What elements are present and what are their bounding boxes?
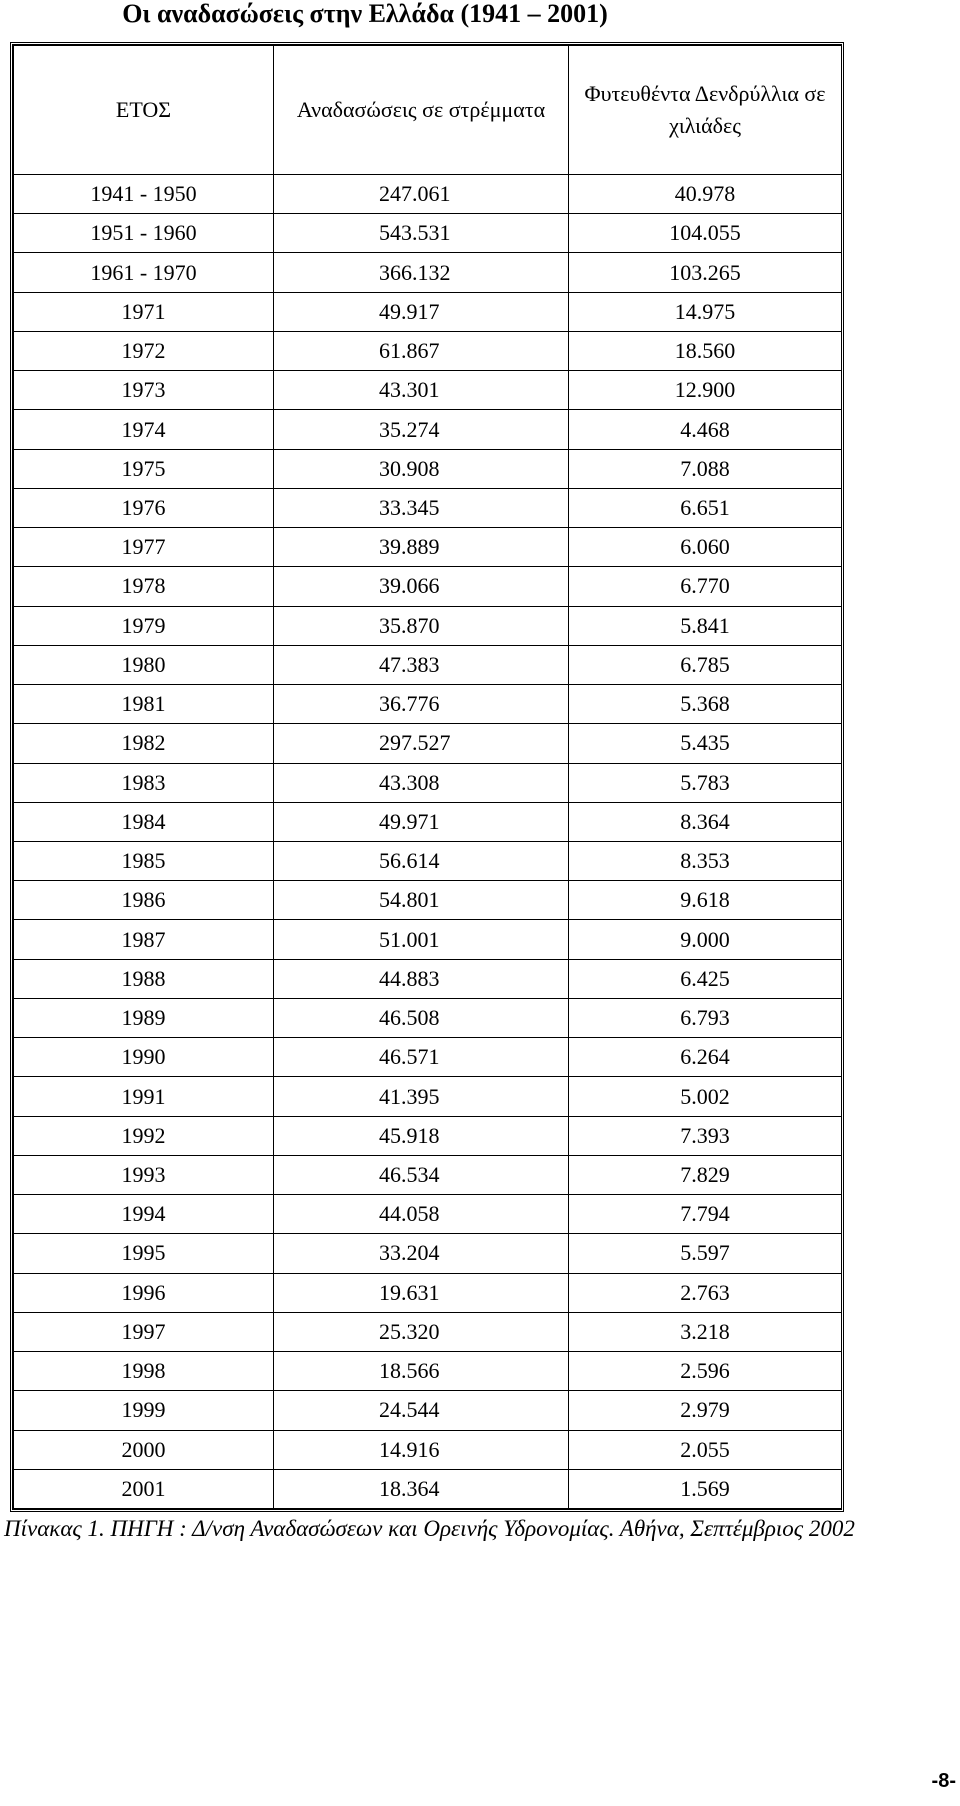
table-row: [14, 802, 842, 841]
cell-reforestation: 25.320: [274, 1312, 569, 1351]
cell-seedlings: 5.435: [569, 724, 842, 763]
cell-reforestation: 51.001: [274, 920, 569, 959]
cell-seedlings: 9.618: [569, 881, 842, 920]
cell-seedlings: 9.000: [569, 920, 842, 959]
reforestation-table: [13, 45, 842, 1509]
cell-reforestation: 36.776: [274, 685, 569, 724]
table-row: [14, 881, 842, 920]
cell-seedlings: 2.979: [569, 1391, 842, 1430]
table-row: [14, 606, 842, 645]
page-title: Οι αναδασώσεις στην Ελλάδα (1941 – 2001): [122, 0, 608, 28]
cell-year: 1995: [14, 1234, 274, 1273]
table-row: [14, 920, 842, 959]
cell-year: 1992: [14, 1116, 274, 1155]
cell-seedlings: 6.785: [569, 645, 842, 684]
cell-seedlings: 6.264: [569, 1038, 842, 1077]
cell-seedlings: 5.597: [569, 1234, 842, 1273]
table-row: [14, 1038, 842, 1077]
cell-reforestation: 54.801: [274, 881, 569, 920]
table-body: [14, 175, 842, 1509]
table-row: [14, 763, 842, 802]
cell-seedlings: 103.265: [569, 253, 842, 292]
cell-year: 1985: [14, 841, 274, 880]
cell-year: 1993: [14, 1155, 274, 1194]
cell-seedlings: 4.468: [569, 410, 842, 449]
cell-reforestation: 33.204: [274, 1234, 569, 1273]
cell-year: 1991: [14, 1077, 274, 1116]
table-row: [14, 410, 842, 449]
header-year: ΕΤΟΣ: [14, 46, 274, 175]
table-row: [14, 685, 842, 724]
table-row: [14, 292, 842, 331]
page-number: -8-: [931, 1770, 956, 1792]
cell-reforestation: 49.917: [274, 292, 569, 331]
cell-reforestation: 297.527: [274, 724, 569, 763]
cell-seedlings: 7.829: [569, 1155, 842, 1194]
cell-seedlings: 8.364: [569, 802, 842, 841]
cell-reforestation: 19.631: [274, 1273, 569, 1312]
cell-reforestation: 39.889: [274, 528, 569, 567]
table-row: [14, 1273, 842, 1312]
cell-seedlings: 14.975: [569, 292, 842, 331]
table-row: [14, 528, 842, 567]
cell-reforestation: 18.566: [274, 1352, 569, 1391]
cell-year: 2000: [14, 1430, 274, 1469]
cell-seedlings: 18.560: [569, 331, 842, 370]
table-row: [14, 841, 842, 880]
cell-year: 1977: [14, 528, 274, 567]
cell-year: 1971: [14, 292, 274, 331]
table-row: [14, 998, 842, 1037]
cell-year: 1990: [14, 1038, 274, 1077]
cell-year: 2001: [14, 1469, 274, 1508]
cell-seedlings: 6.651: [569, 488, 842, 527]
table-row: [14, 214, 842, 253]
cell-reforestation: 33.345: [274, 488, 569, 527]
cell-reforestation: 14.916: [274, 1430, 569, 1469]
cell-reforestation: 247.061: [274, 175, 569, 214]
cell-year: 1979: [14, 606, 274, 645]
cell-reforestation: 543.531: [274, 214, 569, 253]
table-row: [14, 1352, 842, 1391]
table-row: [14, 331, 842, 370]
cell-year: 1994: [14, 1195, 274, 1234]
cell-reforestation: 46.571: [274, 1038, 569, 1077]
table-row: [14, 175, 842, 214]
cell-year: 1980: [14, 645, 274, 684]
table-row: [14, 1312, 842, 1351]
cell-year: 1999: [14, 1391, 274, 1430]
cell-seedlings: 5.368: [569, 685, 842, 724]
cell-year: 1974: [14, 410, 274, 449]
cell-reforestation: 46.534: [274, 1155, 569, 1194]
cell-seedlings: 7.794: [569, 1195, 842, 1234]
cell-seedlings: 6.793: [569, 998, 842, 1037]
table-row: [14, 567, 842, 606]
table-header-row: [14, 46, 842, 175]
cell-reforestation: 366.132: [274, 253, 569, 292]
table-row: [14, 449, 842, 488]
cell-reforestation: 44.058: [274, 1195, 569, 1234]
table-row: [14, 1391, 842, 1430]
cell-reforestation: 45.918: [274, 1116, 569, 1155]
cell-reforestation: 30.908: [274, 449, 569, 488]
cell-year: 1978: [14, 567, 274, 606]
header-seedlings-thousands: Φυτευθέντα Δενδρύλλια σε χιλιάδες: [569, 46, 842, 175]
cell-reforestation: 44.883: [274, 959, 569, 998]
cell-seedlings: 7.393: [569, 1116, 842, 1155]
cell-seedlings: 2.763: [569, 1273, 842, 1312]
cell-year: 1951 - 1960: [14, 214, 274, 253]
cell-year: 1975: [14, 449, 274, 488]
cell-year: 1996: [14, 1273, 274, 1312]
cell-reforestation: 41.395: [274, 1077, 569, 1116]
cell-reforestation: 39.066: [274, 567, 569, 606]
cell-reforestation: 61.867: [274, 331, 569, 370]
cell-reforestation: 43.301: [274, 371, 569, 410]
cell-year: 1982: [14, 724, 274, 763]
cell-seedlings: 5.002: [569, 1077, 842, 1116]
cell-year: 1941 - 1950: [14, 175, 274, 214]
cell-seedlings: 40.978: [569, 175, 842, 214]
cell-seedlings: 2.596: [569, 1352, 842, 1391]
cell-seedlings: 1.569: [569, 1469, 842, 1508]
cell-seedlings: 2.055: [569, 1430, 842, 1469]
cell-seedlings: 3.218: [569, 1312, 842, 1351]
cell-seedlings: 104.055: [569, 214, 842, 253]
cell-seedlings: 5.783: [569, 763, 842, 802]
table-row: [14, 1195, 842, 1234]
cell-seedlings: 7.088: [569, 449, 842, 488]
cell-seedlings: 6.425: [569, 959, 842, 998]
cell-year: 1989: [14, 998, 274, 1037]
table-row: [14, 253, 842, 292]
cell-reforestation: 47.383: [274, 645, 569, 684]
cell-reforestation: 35.274: [274, 410, 569, 449]
table-row: [14, 959, 842, 998]
cell-seedlings: 6.060: [569, 528, 842, 567]
cell-reforestation: 49.971: [274, 802, 569, 841]
table-row: [14, 1430, 842, 1469]
cell-seedlings: 5.841: [569, 606, 842, 645]
cell-year: 1976: [14, 488, 274, 527]
reforestation-table-frame: [10, 42, 844, 1512]
cell-reforestation: 46.508: [274, 998, 569, 1037]
cell-year: 1983: [14, 763, 274, 802]
cell-seedlings: 6.770: [569, 567, 842, 606]
cell-year: 1981: [14, 685, 274, 724]
cell-year: 1997: [14, 1312, 274, 1351]
table-caption: Πίνακας 1. ΠΗΓΗ : Δ/νση Αναδασώσεων και Ορεινής Υδρονομίας. Αθήνα, Σεπτέμβριος 2002: [4, 1516, 855, 1541]
cell-reforestation: 24.544: [274, 1391, 569, 1430]
table-row: [14, 488, 842, 527]
table-row: [14, 645, 842, 684]
cell-year: 1972: [14, 331, 274, 370]
table-row: [14, 1469, 842, 1508]
cell-reforestation: 56.614: [274, 841, 569, 880]
table-row: [14, 1234, 842, 1273]
cell-seedlings: 12.900: [569, 371, 842, 410]
table-row: [14, 724, 842, 763]
table-row: [14, 1116, 842, 1155]
cell-year: 1973: [14, 371, 274, 410]
cell-year: 1986: [14, 881, 274, 920]
cell-reforestation: 43.308: [274, 763, 569, 802]
cell-seedlings: 8.353: [569, 841, 842, 880]
cell-year: 1961 - 1970: [14, 253, 274, 292]
table-row: [14, 371, 842, 410]
table-row: [14, 1155, 842, 1194]
cell-year: 1998: [14, 1352, 274, 1391]
cell-year: 1984: [14, 802, 274, 841]
table-row: [14, 1077, 842, 1116]
cell-year: 1987: [14, 920, 274, 959]
cell-year: 1988: [14, 959, 274, 998]
cell-reforestation: 35.870: [274, 606, 569, 645]
header-reforestation-stremmata: Αναδασώσεις σε στρέμματα: [274, 46, 569, 175]
cell-reforestation: 18.364: [274, 1469, 569, 1508]
